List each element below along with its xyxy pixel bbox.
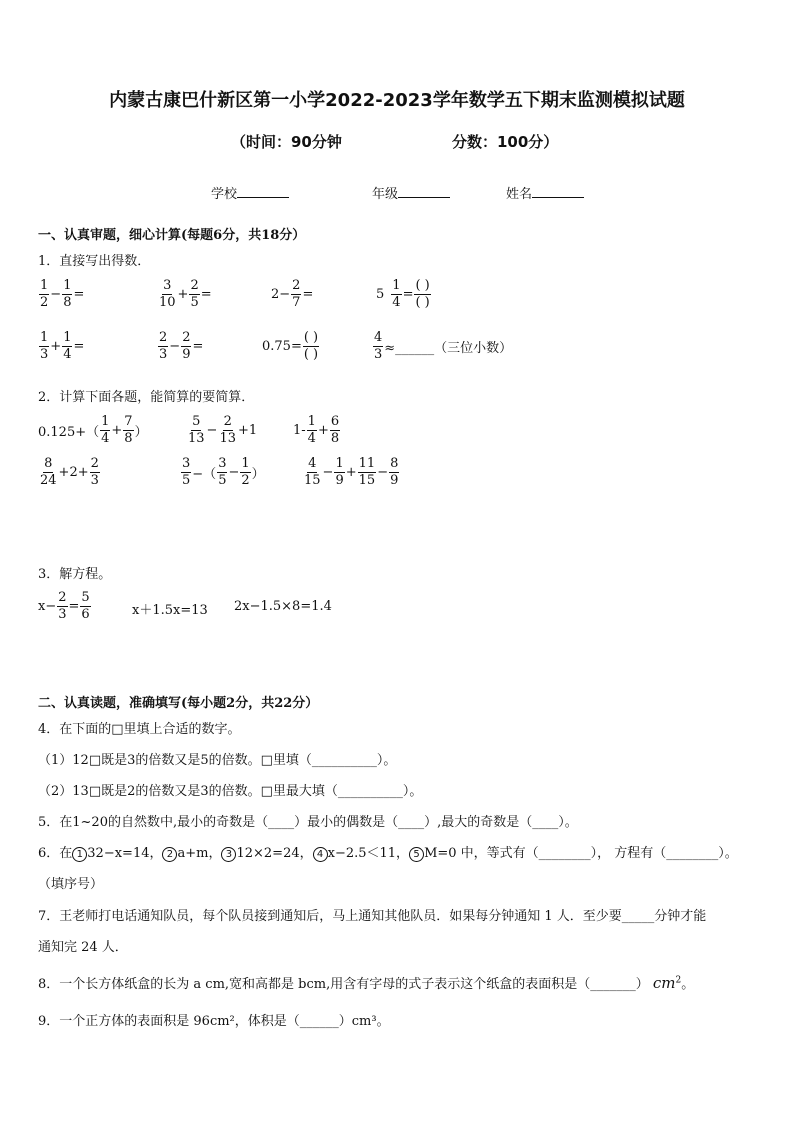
fraction: $\frac{1}{9}$ <box>335 455 344 488</box>
q1-r2-b: $\frac{2}{3}$ − $\frac{2}{9}$ = <box>159 329 204 362</box>
time-label: （时间：90分钟 <box>231 133 342 151</box>
grade-field[interactable] <box>372 183 450 202</box>
q1-r2-d: $\frac{4}{3}$ ≈______（三位小数） <box>374 329 513 362</box>
fraction: $\frac{2}{3}$ <box>58 589 67 622</box>
q1-r1-b: $\frac{3}{10}$ + $\frac{2}{5}$ = <box>159 277 212 310</box>
fraction: $\frac{2}{5}$ <box>190 277 199 310</box>
fraction: $\frac{8}{24}$ <box>40 455 57 488</box>
q7-line1: 7．王老师打电话通知队员，每个队员接到通知后，马上通知其他队员．如果每分钟通知 1 人．至少要_____分钟才能 <box>38 909 707 924</box>
q4-part1: （1）12□既是3的倍数又是5的倍数。□里填（__________）。 <box>38 753 397 768</box>
fraction: $\frac{2}{9}$ <box>182 329 191 362</box>
answer-fraction-blank: $\frac{( )}{( )}$ <box>303 329 319 362</box>
circled-number: 1 <box>72 847 87 862</box>
circled-number: 4 <box>313 847 328 862</box>
fraction: $\frac{5}{6}$ <box>81 589 90 622</box>
fraction: $\frac{1}{4}$ <box>63 329 72 362</box>
q1-r1-d: 5 $\frac{1}{4}$ = $\frac{( )}{( )}$ <box>376 277 430 310</box>
q2-stem: 2．计算下面各题，能简算的要简算． <box>38 390 255 405</box>
school-label: 学校 <box>211 187 238 202</box>
q2-r2-b: $\frac{3}{5}$ −（ $\frac{3}{5}$ − $\frac{1}{2}$ ） <box>182 455 265 488</box>
fraction: $\frac{3}{10}$ <box>159 277 176 310</box>
fraction: $\frac{6}{8}$ <box>330 413 340 446</box>
fraction: $\frac{1}{8}$ <box>63 277 72 310</box>
fraction: $\frac{1}{2}$ <box>241 455 250 488</box>
answer-fraction-blank: $\frac{( )}{( )}$ <box>415 277 430 310</box>
q1-r2-a: $\frac{1}{3}$ + $\frac{1}{4}$ = <box>40 329 85 362</box>
q9: 9．一个正方体的表面积是 96cm²，体积是（______）cm³。 <box>38 1014 390 1029</box>
fraction: $\frac{1}{4}$ <box>392 277 401 310</box>
fraction: $\frac{1}{4}$ <box>101 413 110 446</box>
q1-r1-c: 2− $\frac{2}{7}$ = <box>271 277 314 310</box>
q7-line2: 通知完 24 人． <box>38 940 128 955</box>
q3-eq2: x＋1.5x=13 <box>132 603 208 618</box>
q2-r1-a: 0.125+（ $\frac{1}{4}$ + $\frac{7}{8}$ ） <box>38 413 148 446</box>
q4-part2: （2）13□既是2的倍数又是3的倍数。□里最大填（__________）。 <box>38 784 423 799</box>
q2-r1-c: 1- $\frac{1}{4}$ + $\frac{6}{8}$ <box>293 413 340 446</box>
name-label: 姓名 <box>506 187 533 202</box>
fraction: $\frac{1}{3}$ <box>40 329 49 362</box>
fraction: $\frac{4}{3}$ <box>374 329 383 362</box>
q1-r1-a: $\frac{1}{2}$ − $\frac{1}{8}$ = <box>40 277 85 310</box>
q2-r2-c: $\frac{4}{15}$ − $\frac{1}{9}$ + $\frac{11}{15}$ − $\frac{8}{9}$ <box>304 455 399 488</box>
q2-r1-b: $\frac{5}{13}$ − $\frac{2}{13}$ +1 <box>188 413 258 446</box>
circled-number: 2 <box>162 847 177 862</box>
fraction: $\frac{7}{8}$ <box>124 413 133 446</box>
fraction: $\frac{2}{3}$ <box>90 455 99 488</box>
fraction: $\frac{4}{15}$ <box>304 455 321 488</box>
page-title: 内蒙古康巴什新区第一小学2022-2023学年数学五下期末监测模拟试题 <box>109 90 685 111</box>
school-field[interactable] <box>211 183 289 202</box>
q6: 6．在 1 32−x=14， 2 a+m， 3 12×2=24， 4 x−2.5＜11， 5 M=0 中，等式有（________）， 方程有（________）。 <box>38 846 738 861</box>
q8: 8．一个长方体纸盒的长为 a cm,宽和高都是 bcm,用含有字母的式子表示这个纸盒的表面积是（_______） $cm^2$。 <box>38 974 695 992</box>
q4-stem: 4．在下面的□里填上合适的数字。 <box>38 722 241 737</box>
fraction: $\frac{2}{13}$ <box>219 413 236 446</box>
fraction: $\frac{3}{5}$ <box>182 455 191 488</box>
q2-r2-a: $\frac{8}{24}$ +2+ $\frac{2}{3}$ <box>40 455 99 488</box>
circled-number: 3 <box>221 847 236 862</box>
fraction: $\frac{1}{4}$ <box>307 413 316 446</box>
fraction: $\frac{1}{2}$ <box>40 277 49 310</box>
unit-cm: cm <box>652 974 676 992</box>
fraction: $\frac{3}{5}$ <box>218 455 227 488</box>
section2-heading: 二、认真读题，准确填写(每小题2分，共22分） <box>38 696 319 711</box>
q5: 5．在1~20的自然数中,最小的奇数是（____）最小的偶数是（____）,最大的奇数是（____）。 <box>38 815 578 830</box>
section1-heading: 一、认真审题，细心计算(每题6分，共18分） <box>38 228 306 243</box>
q1-stem: 1．直接写出得数． <box>38 254 151 269</box>
score-label: 分数：100分） <box>452 133 559 151</box>
fraction: $\frac{5}{13}$ <box>188 413 205 446</box>
grade-label: 年级 <box>372 187 399 202</box>
q3-stem: 3．解方程。 <box>38 567 112 582</box>
name-field[interactable] <box>506 183 584 202</box>
fraction: $\frac{2}{7}$ <box>292 277 301 310</box>
q1-r2-c: 0.75= $\frac{( )}{( )}$ <box>262 329 319 362</box>
q3-eq3: 2x−1.5×8=1.4 <box>234 599 332 614</box>
q3-eq1: x− $\frac{2}{3}$ = $\frac{5}{6}$ <box>38 589 90 622</box>
fraction: $\frac{2}{3}$ <box>159 329 168 362</box>
circled-number: 5 <box>409 847 424 862</box>
q6-note: （填序号） <box>38 877 104 892</box>
fraction: $\frac{8}{9}$ <box>390 455 399 488</box>
fraction: $\frac{11}{15}$ <box>358 455 376 488</box>
